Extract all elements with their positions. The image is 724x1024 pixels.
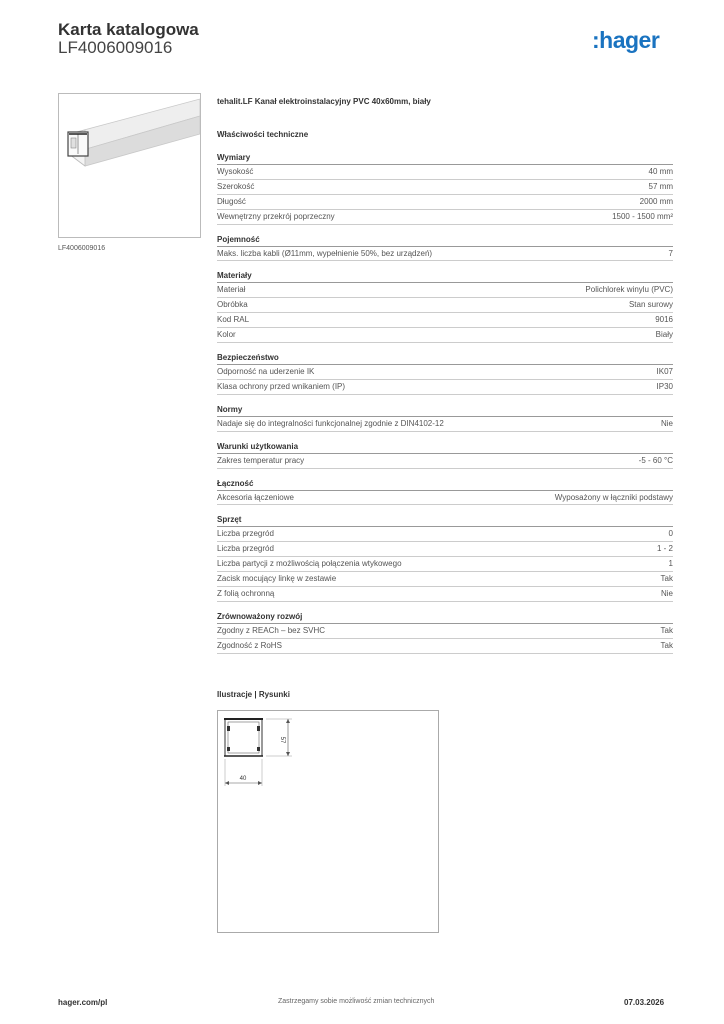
section-title: Bezpieczeństwo	[217, 351, 673, 365]
spec-label: Zgodny z REACh – bez SVHC	[217, 625, 326, 635]
spec-row	[217, 624, 673, 639]
spec-row	[217, 572, 673, 587]
footer-disclaimer: Zastrzegamy sobie możliwość zmian technicznych	[278, 998, 435, 1005]
spec-value: 2000 mm	[639, 196, 673, 206]
spec-label: Klasa ochrony przed wnikaniem (IP)	[217, 381, 346, 391]
spec-section	[217, 477, 673, 506]
spec-label: Liczba przegród	[217, 529, 274, 539]
spec-label: Liczba partycji z możliwością połączenia wtykowego	[217, 559, 402, 569]
spec-label: Zacisk mocujący linkę w zestawie	[217, 574, 337, 584]
spec-label: Obróbka	[217, 300, 248, 310]
section-title: Zrównoważony rozwój	[217, 610, 673, 624]
dim-width-label: 40	[239, 776, 247, 782]
spec-row	[217, 454, 673, 469]
spec-label: Szerokość	[217, 181, 255, 191]
spec-label: Materiał	[217, 285, 246, 295]
spec-row	[217, 557, 673, 572]
spec-section	[217, 513, 673, 601]
spec-row	[217, 417, 673, 432]
spec-label: Akcesoria łączeniowe	[217, 492, 294, 502]
section-title: Normy	[217, 403, 673, 417]
spec-value: 40 mm	[648, 167, 673, 176]
spec-value: 1 - 2	[656, 544, 673, 554]
tech-heading: Właściwości techniczne	[217, 130, 309, 139]
spec-value: IK07	[656, 367, 673, 377]
technical-drawing	[217, 710, 439, 933]
spec-section	[217, 233, 673, 262]
spec-sections	[217, 151, 673, 654]
spec-value: Tak	[660, 574, 673, 584]
spec-row	[217, 298, 673, 313]
spec-value: 0	[668, 529, 673, 539]
spec-row	[217, 328, 673, 343]
spec-section	[217, 351, 673, 395]
section-title: Pojemność	[217, 233, 673, 247]
spec-row	[217, 165, 673, 180]
spec-row	[217, 380, 673, 395]
dim-height-label: 57	[279, 736, 285, 744]
spec-row	[217, 542, 673, 557]
spec-value: Wyposażony w łączniki podstawy	[554, 492, 673, 502]
product-code: LF4006009016	[58, 38, 173, 57]
page-title: Karta katalogowa	[58, 20, 199, 39]
spec-value: 9016	[655, 315, 673, 325]
spec-row	[217, 639, 673, 654]
footer-date: 07.03.2026	[624, 998, 665, 1007]
spec-row	[217, 210, 673, 225]
spec-label: Kod RAL	[217, 315, 250, 325]
spec-row	[217, 283, 673, 298]
spec-label: Zgodność z RoHS	[217, 640, 282, 650]
spec-section	[217, 440, 673, 469]
section-title: Warunki użytkowania	[217, 440, 673, 454]
hager-logo: :hager	[592, 27, 660, 53]
spec-value: Tak	[660, 640, 673, 650]
spec-label: Wysokość	[217, 167, 254, 176]
spec-value: 57 mm	[648, 181, 673, 191]
spec-value: IP30	[656, 381, 673, 391]
section-title: Łączność	[217, 477, 673, 491]
spec-label: Liczba przegród	[217, 544, 274, 554]
spec-row	[217, 365, 673, 380]
section-title: Materiały	[217, 269, 673, 283]
spec-label: Wewnętrzny przekrój poprzeczny	[217, 211, 335, 221]
spec-row	[217, 313, 673, 328]
spec-value: Stan surowy	[628, 300, 673, 310]
spec-section	[217, 403, 673, 432]
spec-label: Maks. liczba kabli (Ø11mm, wypełnienie 50%, bez urządzeń)	[217, 248, 433, 258]
spec-content	[217, 96, 673, 662]
footer-website: hager.com/pl	[58, 998, 108, 1007]
product-title: tehalit.LF Kanał elektroinstalacyjny PVC 40x60mm, biały	[217, 97, 431, 106]
spec-label: Odporność na uderzenie IK	[217, 367, 315, 377]
spec-value: 7	[668, 248, 673, 258]
spec-row	[217, 587, 673, 602]
section-title: Wymiary	[217, 151, 673, 165]
spec-value: Nie	[660, 418, 673, 428]
section-title: Sprzęt	[217, 513, 673, 527]
spec-row	[217, 491, 673, 506]
illustrations-title: Ilustracje | Rysunki	[217, 690, 290, 699]
cable-duct-image	[59, 94, 200, 237]
spec-label: Nadaje się do integralności funkcjonalnej zgodnie z DIN4102-12	[217, 418, 444, 428]
spec-label: Kolor	[217, 330, 236, 340]
spec-row	[217, 195, 673, 210]
spec-row	[217, 527, 673, 542]
spec-label: Z folią ochronną	[217, 589, 275, 599]
spec-value: Biały	[655, 330, 673, 340]
spec-section	[217, 151, 673, 225]
spec-value: 1500 - 1500 mm²	[612, 211, 673, 221]
spec-value: -5 - 60 °C	[638, 455, 673, 465]
spec-row	[217, 247, 673, 262]
spec-value: Nie	[660, 589, 673, 599]
spec-value: Tak	[660, 625, 673, 635]
spec-row	[217, 180, 673, 195]
spec-value: 1	[668, 559, 673, 569]
spec-label: Zakres temperatur pracy	[217, 455, 305, 465]
photo-caption: LF4006009016	[58, 245, 106, 252]
spec-section	[217, 269, 673, 343]
spec-value: Polichlorek winylu (PVC)	[585, 285, 673, 295]
product-photo	[58, 93, 201, 238]
cross-section-drawing	[218, 711, 438, 932]
spec-section	[217, 610, 673, 654]
spec-label: Długość	[217, 196, 246, 206]
